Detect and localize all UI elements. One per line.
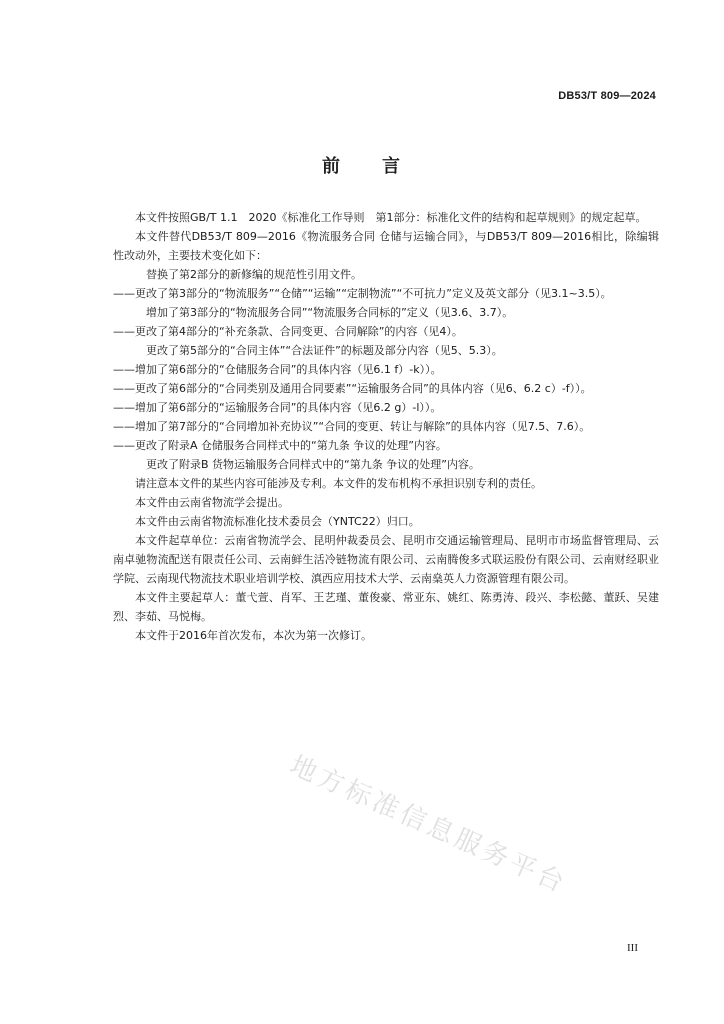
paragraph: ——增加了第7部分的“合同增加补充协议”“合同的变更、转让与解除”的具体内容（见7.5、7.6）。 — [113, 420, 591, 433]
paragraph: 请注意本文件的某些内容可能涉及专利。本文件的发布机构不承担识别专利的责任。 — [135, 477, 542, 490]
paragraph: 更改了附录B 货物运输服务合同样式中的“第九条 争议的处理”内容。 — [146, 458, 480, 471]
page-title: 前 言 — [322, 156, 402, 177]
paragraph: 更改了第5部分的“合同主体”“合法证件”的标题及部分内容（见5、5.3）。 — [146, 344, 503, 357]
page-number: III — [627, 942, 638, 954]
paragraph: 本文件由云南省物流学会提出。 — [135, 496, 289, 509]
paragraph: ——更改了第4部分的“补充条款、合同变更、合同解除”的内容（见4）。 — [113, 325, 463, 338]
paragraph: ——更改了附录A 仓储服务合同样式中的“第九条 争议的处理”内容。 — [113, 439, 447, 452]
paragraph: 增加了第3部分的“物流服务合同”“物流服务合同标的”定义（见3.6、3.7）。 — [146, 306, 514, 319]
paragraph: 本文件于2016年首次发布，本次为第一次修订。 — [135, 629, 372, 642]
paragraph: ——增加了第6部分的“运输服务合同”的具体内容（见6.2 g）-l））。 — [113, 401, 442, 414]
watermark: 地方标准信息服务平台 — [285, 750, 572, 900]
paragraph: 本文件替代DB53/T 809—2016《物流服务合同 仓储与运输合同》，与DB53/T 809—2016相比，除编辑性改动外，主要技术变化如下： — [113, 230, 659, 262]
foreword-body — [113, 208, 659, 645]
paragraph: 本文件起草单位：云南省物流学会、昆明仲裁委员会、昆明市交通运输管理局、昆明市市场监督管理局、云南卓驰物流配送有限责任公司、云南鲜生活冷链物流有限公司、云南腾俊多式联运股份有限公司、云南财经职业学院、云南现代物流技术职业培训学校、滇西应用技术大学、云南燊英人力资源管理有限公司。 — [113, 534, 659, 585]
paragraph: ——更改了第6部分的“合同类别及通用合同要素”“运输服务合同”的具体内容（见6、6.2 c）-f））。 — [113, 382, 592, 395]
paragraph: 本文件由云南省物流标准化技术委员会（YNTC22）归口。 — [135, 515, 420, 528]
paragraph: ——更改了第3部分的“物流服务”“仓储”“运输”“定制物流”“不可抗力”定义及英文部分（见3.1~3.5）。 — [113, 287, 612, 300]
paragraph: ——增加了第6部分的“仓储服务合同”的具体内容（见6.1 f）-k））。 — [113, 363, 442, 376]
paragraph: 本文件按照GB/T 1.1 2020《标准化工作导则 第1部分：标准化文件的结构和起草规则》的规定起草。 — [135, 211, 647, 224]
paragraph: 替换了第2部分的新修编的规范性引用文件。 — [146, 268, 362, 281]
paragraph: 本文件主要起草人：董弋萱、肖军、王艺瑾、董俊豪、常亚东、姚红、陈勇涛、段兴、李松懿、董跃、吴建烈、李茹、马悦梅。 — [113, 591, 659, 623]
document-code: DB53/T 809—2024 — [558, 90, 656, 102]
